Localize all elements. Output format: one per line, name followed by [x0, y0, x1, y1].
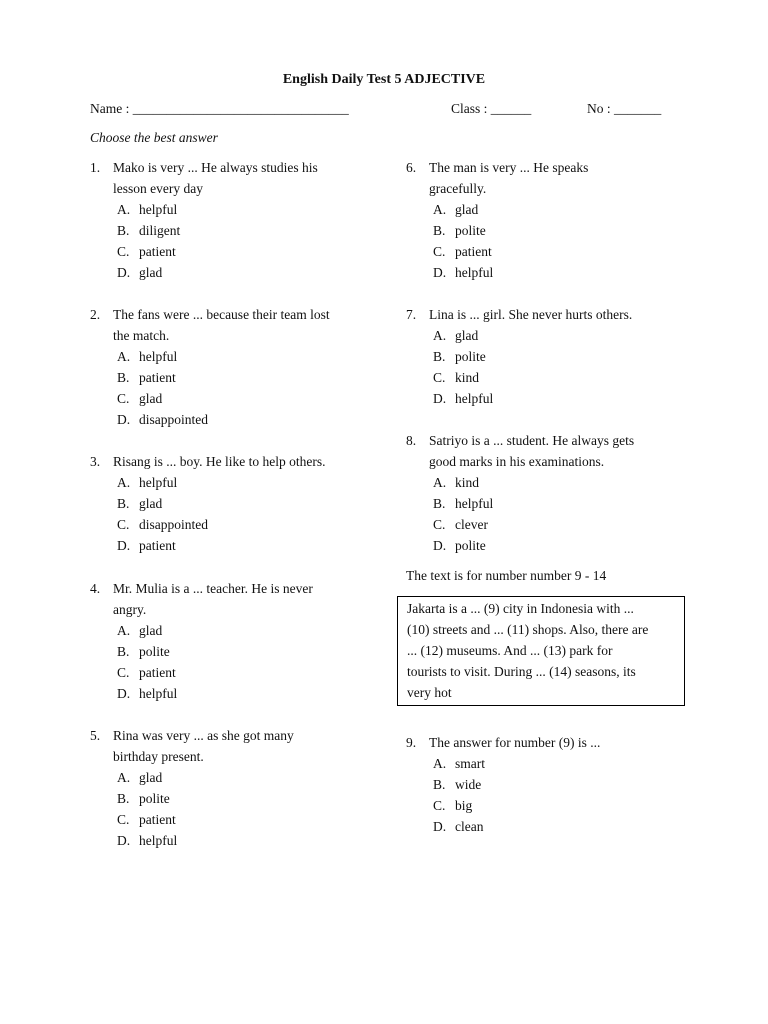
option-letter: D.: [117, 538, 131, 553]
question-text: The man is very ... He speaks: [429, 160, 589, 175]
option-letter: B.: [117, 370, 130, 385]
question-number: 3.: [90, 454, 101, 469]
option-text: helpful: [139, 686, 178, 701]
question-number: 2.: [90, 307, 101, 322]
option-text: glad: [455, 202, 479, 217]
option-letter: A.: [117, 770, 131, 785]
option-letter: A.: [117, 349, 131, 364]
question-text: gracefully.: [429, 181, 487, 196]
option-text: disappointed: [139, 412, 208, 427]
option-letter: C.: [117, 517, 130, 532]
option-text: glad: [139, 496, 163, 511]
option-letter: C.: [117, 244, 130, 259]
option-letter: D.: [117, 265, 131, 280]
option-text: glad: [455, 328, 479, 343]
option-text: glad: [139, 391, 163, 406]
question-text: Mr. Mulia is a ... teacher. He is never: [113, 581, 313, 596]
passage-line: very hot: [407, 685, 452, 700]
option-letter: B.: [433, 496, 446, 511]
option-text: glad: [139, 265, 163, 280]
question-number: 6.: [406, 160, 417, 175]
page-title: English Daily Test 5 ADJECTIVE: [282, 72, 486, 87]
option-text: helpful: [455, 391, 494, 406]
option-letter: C.: [117, 665, 130, 680]
question-number: 5.: [90, 728, 101, 743]
option-letter: B.: [433, 349, 446, 364]
option-letter: A.: [433, 202, 447, 217]
option-letter: B.: [433, 777, 446, 792]
name-field-line: Name : ________________________________: [90, 101, 349, 116]
option-letter: B.: [117, 496, 130, 511]
option-letter: C.: [433, 517, 446, 532]
option-text: helpful: [139, 349, 178, 364]
question-text: the match.: [113, 328, 170, 343]
question-number: 8.: [406, 433, 417, 448]
option-text: helpful: [139, 202, 178, 217]
question-text: Satriyo is a ... student. He always gets: [429, 433, 635, 448]
option-text: diligent: [139, 223, 181, 238]
question-text: birthday present.: [113, 749, 204, 764]
option-letter: B.: [117, 791, 130, 806]
option-text: polite: [139, 644, 170, 659]
question-number: 4.: [90, 581, 101, 596]
question-number: 9.: [406, 735, 417, 750]
option-letter: D.: [433, 391, 447, 406]
option-letter: C.: [433, 244, 446, 259]
option-text: disappointed: [139, 517, 208, 532]
option-text: patient: [139, 665, 176, 680]
passage-line: (10) streets and ... (11) shops. Also, there are: [407, 622, 649, 637]
option-letter: C.: [117, 812, 130, 827]
option-letter: B.: [117, 223, 130, 238]
option-letter: B.: [117, 644, 130, 659]
option-text: clever: [455, 517, 488, 532]
question-text: Risang is ... boy. He like to help others.: [113, 454, 326, 469]
question-number: 1.: [90, 160, 101, 175]
question-text: Rina was very ... as she got many: [113, 728, 294, 743]
question-text: The fans were ... because their team lost: [113, 307, 330, 322]
option-letter: D.: [433, 819, 447, 834]
option-letter: C.: [433, 370, 446, 385]
class-field-line: Class : ______: [451, 101, 532, 116]
option-letter: C.: [433, 798, 446, 813]
number-field-line: No : _______: [587, 101, 662, 116]
option-letter: A.: [117, 202, 131, 217]
option-text: helpful: [139, 475, 178, 490]
option-text: patient: [139, 812, 176, 827]
option-letter: A.: [117, 475, 131, 490]
question-text: Mako is very ... He always studies his: [113, 160, 318, 175]
passage-line: Jakarta is a ... (9) city in Indonesia with ...: [407, 601, 634, 616]
passage-line: ... (12) museums. And ... (13) park for: [407, 643, 613, 658]
option-letter: D.: [117, 833, 131, 848]
question-text: lesson every day: [113, 181, 203, 196]
option-letter: A.: [117, 623, 131, 638]
question-text: Lina is ... girl. She never hurts others.: [429, 307, 633, 322]
option-text: polite: [139, 791, 170, 806]
option-text: patient: [139, 538, 176, 553]
option-text: polite: [455, 538, 486, 553]
option-letter: A.: [433, 475, 447, 490]
option-text: glad: [139, 770, 163, 785]
question-number: 7.: [406, 307, 417, 322]
option-text: patient: [139, 370, 176, 385]
instruction-text: Choose the best answer: [90, 130, 218, 145]
option-text: big: [455, 798, 473, 813]
option-text: clean: [455, 819, 484, 834]
option-text: glad: [139, 623, 163, 638]
question-text: The answer for number (9) is ...: [429, 735, 601, 750]
option-text: polite: [455, 223, 486, 238]
option-text: helpful: [139, 833, 178, 848]
option-letter: A.: [433, 328, 447, 343]
question-text: good marks in his examinations.: [429, 454, 605, 469]
option-text: kind: [455, 475, 480, 490]
option-letter: D.: [433, 538, 447, 553]
option-text: helpful: [455, 265, 494, 280]
option-letter: B.: [433, 223, 446, 238]
question-text: angry.: [113, 602, 147, 617]
option-letter: D.: [117, 412, 131, 427]
option-text: polite: [455, 349, 486, 364]
passage-intro: The text is for number number 9 - 14: [406, 568, 607, 583]
option-letter: D.: [117, 686, 131, 701]
passage-line: tourists to visit. During ... (14) seasons, its: [407, 664, 636, 679]
option-letter: C.: [117, 391, 130, 406]
option-text: wide: [455, 777, 482, 792]
option-text: patient: [455, 244, 492, 259]
option-letter: A.: [433, 756, 447, 771]
option-letter: D.: [433, 265, 447, 280]
passage-box: [397, 596, 685, 706]
option-text: patient: [139, 244, 176, 259]
option-text: smart: [455, 756, 485, 771]
option-text: helpful: [455, 496, 494, 511]
option-text: kind: [455, 370, 480, 385]
